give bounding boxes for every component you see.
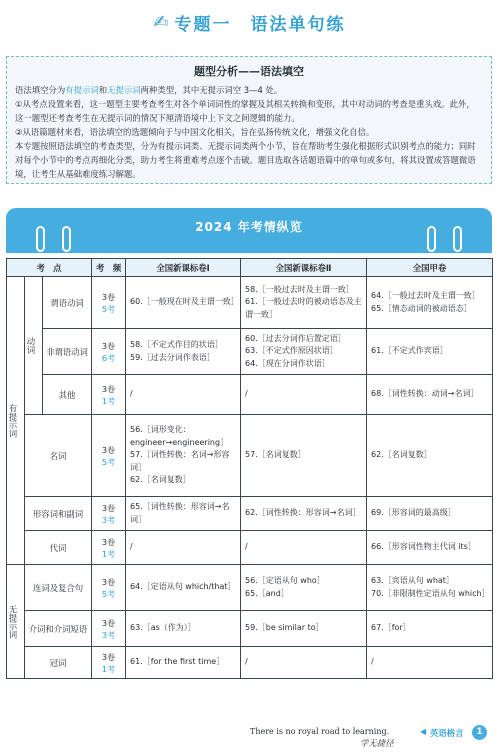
group-hint-label: 有提示词 <box>7 277 25 565</box>
binder-ring-icon <box>62 226 71 252</box>
binder-ring-icon <box>453 226 462 252</box>
analysis-paragraph-3: ②从语篇题材来看，语法填空的选题倾向于与中国文化相关，旨在弘扬传统文化，增强文化自信。 <box>15 127 375 137</box>
frequency-cell: 3卷 3考 <box>92 611 126 647</box>
paper-2-cell: 57.［名词复数］ <box>241 415 367 497</box>
frequency-cell: 3卷 5考 <box>92 565 126 611</box>
header-paper-1: 全国新课标卷Ⅰ <box>126 259 241 277</box>
table-row <box>7 647 493 679</box>
analysis-paragraph-2: ①从考点设置来看，这一题型主要考查考生对各个单词词性的掌握及其相关转换和变形，其中对动词的考查是重头戏。此外，这一题型还考查考生在无提示词的情况下厘清语境中上下文之间逻辑的能力。 <box>15 99 475 123</box>
frequency-cell: 3卷 1考 <box>92 531 126 565</box>
paper-2-cell: 62.［词性转换：形容词→名词］ <box>241 497 367 531</box>
binder-ring-icon <box>427 226 436 252</box>
topic-cell: 形容词和副词 <box>25 497 92 531</box>
paper-3-cell: 67.［for］ <box>367 611 493 647</box>
frequency-cell: 3卷 1考 <box>92 647 126 679</box>
analysis-paragraph-4: 本专题按照语法填空的考查类型，分为有提示词类、无提示词类两个小节，旨在帮助考生强化根据形式识别考点的能力；同时对每个小节中的考点再细化分类，助力考生将重难考点逐个击破。题目选取各话题语篇中的单句或多句，将其设置成答题微语境，让考生从基础难度练习解题。 <box>15 141 476 179</box>
table-row <box>7 531 493 565</box>
paper-2-cell: / <box>241 375 367 415</box>
paper-2-cell: 58.［一般过去时及主谓一致］ 61.［一般过去时的被动语态及主谓一致］ <box>241 277 367 329</box>
table-row <box>7 497 493 531</box>
paper-1-cell: 64.［定语从句 which/that］ <box>126 565 241 611</box>
header-paper-3: 全国甲卷 <box>367 259 493 277</box>
overview-banner <box>6 208 492 253</box>
analysis-title: 题型分析——语法填空 <box>194 65 304 78</box>
topic-cell: 非谓语动词 <box>43 329 92 375</box>
topic-cell: 名词 <box>25 415 92 497</box>
paper-2-cell: 59.［be similar to］ <box>241 611 367 647</box>
topic-cell: 冠词 <box>25 647 92 679</box>
triangle-left-icon: ◀ <box>420 727 427 736</box>
paper-1-cell: / <box>126 531 241 565</box>
header-topic: 考 点 <box>7 259 92 277</box>
paper-3-cell: / <box>367 647 493 679</box>
pen-icon: ✍ <box>153 11 169 33</box>
paper-3-cell: 64.［一般过去时及主谓一致］ 65.［情态动词的被动语态］ <box>367 277 493 329</box>
paper-3-cell: 69.［形容词的最高级］ <box>367 497 493 531</box>
paper-2-cell: / <box>241 647 367 679</box>
paper-2-cell: / <box>241 531 367 565</box>
table-row <box>7 565 493 611</box>
page-title: 专题一 语法单句练 <box>174 14 346 35</box>
analysis-paragraph-1: 语法填空分为有提示词和无提示词两种类型，其中无提示词空 3—4 处。 <box>15 85 283 95</box>
group-nohint-label: 无提示词 <box>7 565 25 679</box>
table-row <box>7 611 493 647</box>
page-footer <box>250 727 499 749</box>
topic-cell: 谓语动词 <box>43 277 92 329</box>
analysis-box <box>6 56 492 184</box>
table-row <box>7 277 493 329</box>
page-header <box>0 0 499 44</box>
paper-1-cell: 56.［词形变化：engineer→engineering］ 57.［词性转换：名词→形容词］ 62.［名词复数］ <box>126 415 241 497</box>
paper-1-cell: 63.［as（作为）］ <box>126 611 241 647</box>
topic-cell: 介词和介词短语 <box>25 611 92 647</box>
paper-1-cell: / <box>126 375 241 415</box>
footer-motto-translation: 学无捷径 <box>360 738 394 748</box>
paper-1-cell: 65.［词性转换：形容词→名词］ <box>126 497 241 531</box>
frequency-cell: 3卷 1考 <box>92 375 126 415</box>
paper-1-cell: 61.［for the first time］ <box>126 647 241 679</box>
table-row <box>7 375 493 415</box>
paper-3-cell: 63.［宾语从句 what］ 70.［非限制性定语从句 which］ <box>367 565 493 611</box>
frequency-cell: 3卷 6考 <box>92 329 126 375</box>
binder-ring-icon <box>36 226 45 252</box>
topic-cell: 代词 <box>25 531 92 565</box>
frequency-cell: 3卷 3考 <box>92 497 126 531</box>
footer-motto: There is no royal road to learning. <box>250 727 390 736</box>
paper-2-cell: 60.［过去分词作后置定语］ 63.［不定式作原因状语］ 64.［现在分词作状语］ <box>241 329 367 375</box>
overview-title: 2024 年考情纵览 <box>195 220 303 234</box>
frequency-cell: 3卷 5考 <box>92 415 126 497</box>
page-number: 1 <box>472 725 487 740</box>
paper-3-cell: 68.［词性转换：动词→名词］ <box>367 375 493 415</box>
table-row <box>7 415 493 497</box>
header-paper-2: 全国新课标卷Ⅱ <box>241 259 367 277</box>
frequency-cell: 3卷 5考 <box>92 277 126 329</box>
header-frequency: 考 频 <box>92 259 126 277</box>
paper-1-cell: 60.［一般现在时及主谓一致］ <box>126 277 241 329</box>
topic-cell: 其他 <box>43 375 92 415</box>
table-row <box>7 329 493 375</box>
footer-tag: 英语格言 <box>430 728 464 738</box>
paper-3-cell: 66.［形容词性物主代词 its］ <box>367 531 493 565</box>
paper-3-cell: 61.［不定式作宾语］ <box>367 329 493 375</box>
table-header-row <box>7 259 493 277</box>
paper-1-cell: 58.［不定式作目的状语］ 59.［过去分词作表语］ <box>126 329 241 375</box>
paper-3-cell: 62.［名词复数］ <box>367 415 493 497</box>
topic-cell: 连词及复合句 <box>25 565 92 611</box>
exam-overview-table <box>6 258 493 679</box>
verb-label: 动词 <box>25 277 43 415</box>
paper-2-cell: 56.［定语从句 who］ 65.［and］ <box>241 565 367 611</box>
